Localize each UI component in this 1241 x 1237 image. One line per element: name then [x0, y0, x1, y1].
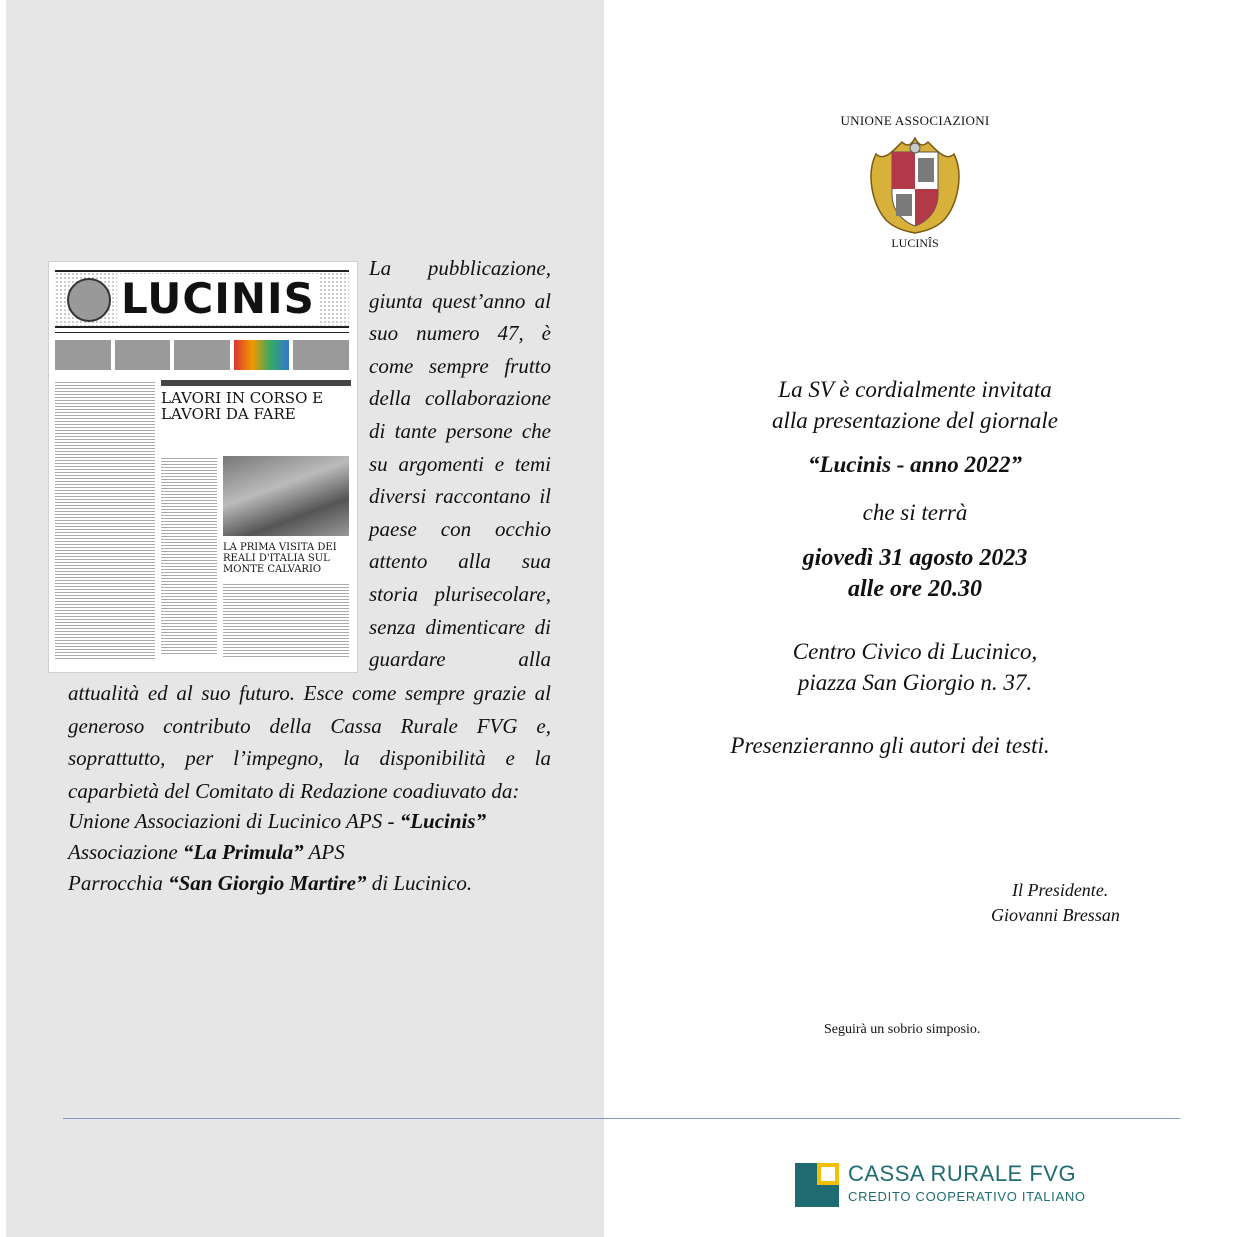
bank-subtitle: CREDITO COOPERATIVO ITALIANO [848, 1189, 1086, 1204]
coat-of-arms-icon [866, 134, 964, 234]
bank-name: CASSA RURALE FVG [848, 1161, 1077, 1186]
newspaper-subhead: LA PRIMA VISITA DEI REALI D'ITALIA SUL MONTE CALVARIO [223, 542, 337, 575]
teaser-image [293, 340, 349, 370]
headline-kicker [161, 380, 351, 386]
footer-divider [63, 1118, 1180, 1119]
invite-line: che si terrà [862, 500, 968, 525]
text-column [55, 380, 155, 660]
org-place: LUCINÎS [891, 236, 939, 250]
teaser-image [115, 340, 171, 370]
newspaper-thumbnail [48, 261, 358, 673]
invite-line: alla presentazione del giornale [772, 408, 1058, 433]
teaser-image [55, 340, 111, 370]
credit-line: Parrocchia “San Giorgio Martire” di Lucinico. [68, 871, 473, 895]
signature-name: Giovanni Bressan [991, 905, 1120, 925]
text-column [223, 582, 349, 658]
closing-note: Seguirà un sobrio simposio. [824, 1022, 981, 1037]
text-column [161, 456, 217, 656]
credit-line: Unione Associazioni di Lucinico APS - “Lucinis” [68, 809, 487, 833]
event-time: alle ore 20.30 [848, 576, 982, 602]
event-address: piazza San Giorgio n. 37. [797, 670, 1033, 695]
org-name: UNIONE ASSOCIAZIONI [840, 113, 990, 128]
masthead-title: LUCINIS [117, 274, 319, 323]
newspaper-photo [223, 456, 349, 536]
newspaper-masthead [55, 270, 349, 328]
masthead-rule [55, 328, 349, 333]
event-venue: Centro Civico di Lucinico, [792, 639, 1038, 664]
intro-text-continued: attualità ed al suo futuro. Esce come sempre grazie al generoso contributo della Cassa Rurale FVG e, soprattutto, per l’impegno, la disponibilità e la caparbietà del Comitato di Redazione coadiuvato da: [68, 681, 551, 803]
intro-text: La pubblicazione, giunta quest’anno al suo numero 47, è come sempre frutto della collaborazione di tante persone che su argomenti e temi diversi raccontano il paese con occhio attento alla sua storia plurisecolare, senza dimenticare di guardare alla [369, 256, 551, 672]
teaser-image [174, 340, 230, 370]
event-date: giovedì 31 agosto 2023 [802, 545, 1028, 571]
credits-list [68, 806, 551, 899]
teaser-image [234, 340, 290, 370]
masthead-seal-icon [67, 278, 111, 322]
bank-logo-icon [795, 1163, 839, 1207]
event-title: “Lucinis - anno 2022” [807, 452, 1023, 477]
credit-line: Associazione “La Primula” APS [68, 840, 345, 864]
teaser-strip [55, 340, 349, 370]
newspaper-headline: LAVORI IN CORSO E LAVORI DA FARE [161, 389, 324, 423]
invite-line: La SV è cordialmente invitata [778, 377, 1052, 402]
signature-role: Il Presidente. [1012, 880, 1109, 900]
authors-note: Presenzieranno gli autori dei testi. [730, 733, 1050, 758]
